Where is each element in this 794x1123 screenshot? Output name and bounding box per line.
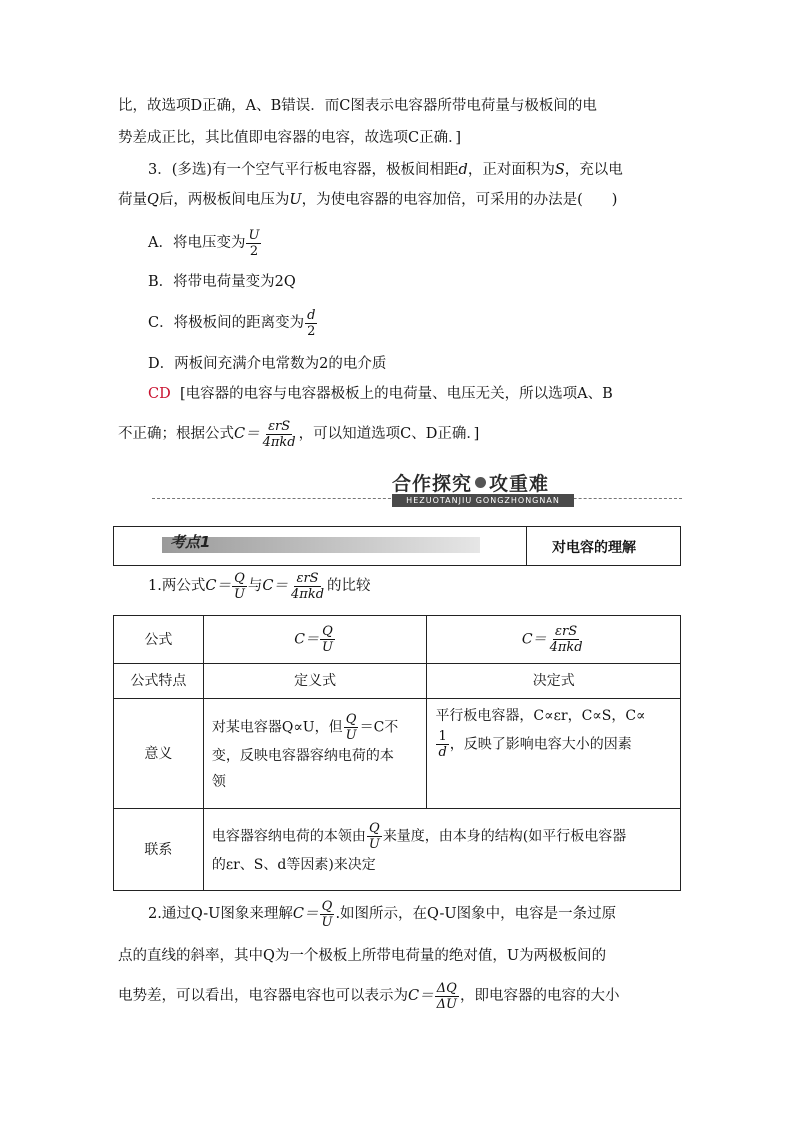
- answer-line-1: [148, 384, 613, 404]
- text: 与: [247, 578, 263, 594]
- item-2-line-1: [148, 896, 616, 932]
- denominator: U: [322, 640, 333, 655]
- key-point-box: [113, 526, 681, 566]
- text: 来量度，由本身的结构(如平行板电容器: [382, 828, 627, 845]
- table-row: [114, 809, 681, 891]
- answer-key: CD: [148, 386, 171, 402]
- numerator: 1: [438, 729, 447, 744]
- text: [电容器的电容与电容器极板上的电荷量、电压无关，所以选项A、B: [179, 386, 613, 402]
- item-1-heading: [148, 568, 371, 604]
- table-cell: [203, 809, 680, 891]
- denominator: 4πkd: [262, 434, 296, 450]
- denominator: 4πkd: [291, 586, 325, 602]
- banner-title-1: 合作探究: [392, 472, 473, 495]
- var-s: S: [554, 162, 565, 178]
- text: 的εr、S、d等因素)来决定: [211, 857, 376, 873]
- fraction: [320, 624, 335, 655]
- numerator: εrS: [555, 624, 578, 639]
- key-point-tag: 考点1: [170, 533, 211, 551]
- denominator: ΔU: [436, 996, 457, 1012]
- text: 平行板电容器，C∝εr，C∝S，C∝: [435, 708, 646, 724]
- numerator: d: [307, 307, 316, 323]
- var-d: d: [458, 162, 468, 178]
- text: 比，故选项D正确，A、B错误．而C图表示电容器所带电荷量与极板间的电: [118, 98, 597, 114]
- denominator: U: [368, 837, 380, 852]
- question-3-line-1: [148, 160, 623, 180]
- formula-lhs: C＝: [234, 426, 260, 442]
- answer-line-2: [118, 416, 479, 452]
- numerator: U: [248, 227, 260, 243]
- table-cell: [203, 616, 427, 664]
- fraction: [246, 228, 261, 259]
- formula-lhs: C＝: [205, 578, 231, 594]
- banner-pinyin: HEZUOTANJIU GONGZHONGNAN: [392, 494, 574, 507]
- table-cell: 意义: [114, 699, 204, 809]
- text: ，正对面积为: [467, 162, 555, 178]
- divider: [526, 527, 527, 565]
- numerator: εrS: [268, 418, 291, 434]
- banner-title: [392, 470, 574, 494]
- numerator: Q: [322, 624, 333, 639]
- fraction: [232, 571, 247, 602]
- fraction: [435, 981, 459, 1012]
- numerator: εrS: [296, 570, 319, 586]
- question-3-line-2: [118, 190, 617, 210]
- var-u: U: [289, 192, 302, 208]
- formula-lhs: C＝: [294, 631, 320, 648]
- text: 对某电容器Q∝U，但: [211, 719, 343, 736]
- fraction: [289, 571, 326, 602]
- text: 1.两公式: [148, 578, 206, 594]
- option-c-label: C．将极板间的距离变为: [148, 315, 305, 331]
- table-cell: [427, 616, 681, 664]
- option-a: [148, 226, 262, 260]
- numerator: Q: [345, 712, 357, 727]
- fraction: [305, 308, 317, 339]
- text: ，可以知道选项C、D正确．]: [298, 426, 480, 442]
- table-row: [114, 699, 681, 809]
- text: 势差成正比，其比值即电容器的电容，故选项C正确．]: [118, 130, 461, 146]
- numerator: Q: [321, 898, 333, 914]
- fraction: [367, 821, 382, 852]
- denominator: d: [438, 745, 447, 760]
- fraction: [344, 712, 359, 743]
- text: 3．(多选)有一个空气平行板电容器，极板间相距: [148, 162, 459, 178]
- table-cell: 决定式: [427, 664, 681, 699]
- banner-title-2: 攻重难: [489, 472, 550, 495]
- numerator: ΔQ: [436, 980, 457, 996]
- table-cell: 公式特点: [114, 664, 204, 699]
- section-banner: [392, 470, 574, 510]
- var-q: Q: [147, 192, 159, 208]
- formula-lhs: C＝: [408, 988, 434, 1004]
- text: 的比较: [327, 578, 371, 594]
- numerator: Q: [368, 821, 380, 836]
- text: ，充以电: [564, 162, 623, 178]
- text: ，即电容器的电容的大小: [459, 988, 620, 1004]
- option-d: [148, 354, 386, 374]
- table-cell: [203, 699, 427, 809]
- option-a-label: A．将电压变为: [148, 235, 246, 251]
- comparison-table: [113, 615, 681, 891]
- text: ，反映了影响电容大小的因素: [449, 736, 632, 753]
- text: 2.通过Q-U图象来理解: [148, 906, 293, 922]
- formula-lhs: C＝: [262, 578, 289, 594]
- item-2-line-2: [118, 946, 606, 966]
- table-cell: 联系: [114, 809, 204, 891]
- paragraph-line: [118, 96, 597, 116]
- table-row: [114, 616, 681, 664]
- option-b-label: B．将带电荷量变为2Q: [148, 274, 296, 290]
- fraction: [548, 624, 585, 655]
- text: 后，两极板间电压为: [158, 192, 290, 208]
- table-cell: [427, 699, 681, 809]
- bullet-icon: [475, 477, 486, 488]
- denominator: 2: [307, 323, 316, 339]
- fraction: [319, 899, 334, 930]
- table-row: [114, 664, 681, 699]
- paragraph-line: [118, 128, 461, 148]
- key-point-title: 对电容的理解: [552, 540, 636, 556]
- formula-lhs: C＝: [521, 631, 547, 648]
- fraction: [436, 729, 448, 760]
- text: 不正确；根据公式: [118, 426, 234, 442]
- option-d-label: D．两板间充满介电常数为2的电介质: [148, 356, 387, 372]
- text: 变，反映电容器容纳电荷的本: [211, 748, 394, 764]
- option-c: [148, 306, 318, 340]
- table-cell: 公式: [114, 616, 204, 664]
- denominator: 2: [249, 243, 259, 259]
- text: ，为使电容器的电容加倍，可采用的办法是( ): [301, 192, 618, 208]
- item-2-line-3: [118, 976, 619, 1016]
- formula-lhs: C＝: [292, 906, 319, 922]
- numerator: Q: [234, 570, 245, 586]
- text: 电容器容纳电荷的本领由: [211, 828, 366, 845]
- table-cell: 定义式: [203, 664, 427, 699]
- text: ＝C不: [359, 719, 399, 736]
- denominator: 4πkd: [549, 640, 583, 655]
- text: 领: [211, 774, 226, 790]
- denominator: U: [233, 586, 245, 602]
- text: 荷量: [118, 192, 147, 208]
- denominator: U: [321, 914, 333, 930]
- text: .如图所示，在Q-U图象中，电容是一条过原: [335, 906, 617, 922]
- denominator: U: [345, 728, 357, 743]
- fraction: [261, 419, 298, 450]
- text: 电势差，可以看出，电容器电容也可以表示为: [118, 988, 408, 1004]
- option-b: [148, 272, 296, 292]
- text: 点的直线的斜率，其中Q为一个极板上所带电荷量的绝对值，U为两极板间的: [118, 948, 607, 964]
